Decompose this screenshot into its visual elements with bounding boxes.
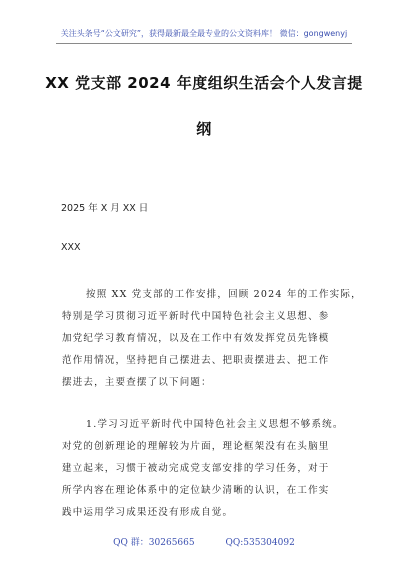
point-1-line: 建立起来，习惯于被动完成党支部安排的学习任务，对于: [62, 463, 330, 474]
point-1-line: 对党的创新理论的理解较为片面，理论框架没有在头脑里: [62, 441, 330, 452]
point-1-line: 践中运用学习成果还没有形成自觉。: [62, 507, 234, 518]
document-title-line-2: 纲: [196, 120, 212, 138]
header-note: 关注头条号“公文研究”，获得最新最全最专业的公文资料库！ 微信：gongwenyj: [60, 29, 348, 38]
intro-line: 范作用情况，坚持把自己摆进去、把职责摆进去、把工作: [62, 355, 330, 366]
point-1-line: 所学内容在理论体系中的定位缺少清晰的认识，在工作实: [62, 485, 330, 496]
intro-line: 按照 XX 党支部的工作安排，回顾 2024 年的工作实际，: [86, 289, 362, 300]
document-addressee: XXX: [61, 242, 81, 253]
footer-qq: QQ:535304092: [225, 538, 295, 548]
footer-contact: [0, 535, 408, 548]
header-divider: [56, 43, 352, 44]
document-title-line-1: XX 党支部 2024 年度组织生活会个人发言提: [45, 74, 363, 92]
point-1-line: 1.学习习近平新时代中国特色社会主义思想不够系统。: [86, 419, 344, 430]
document-date: 2025 年 X 月 XX 日: [61, 203, 149, 214]
intro-line: 特别是学习贯彻习近平新时代中国特色社会主义思想、参: [62, 311, 330, 322]
intro-line: 摆进去，主要查摆了以下问题：: [62, 377, 212, 388]
intro-line: 加党纪学习教育情况，以及在工作中有效发挥党员先锋模: [62, 333, 330, 344]
footer-qq-group: QQ 群：30265665: [113, 538, 195, 548]
